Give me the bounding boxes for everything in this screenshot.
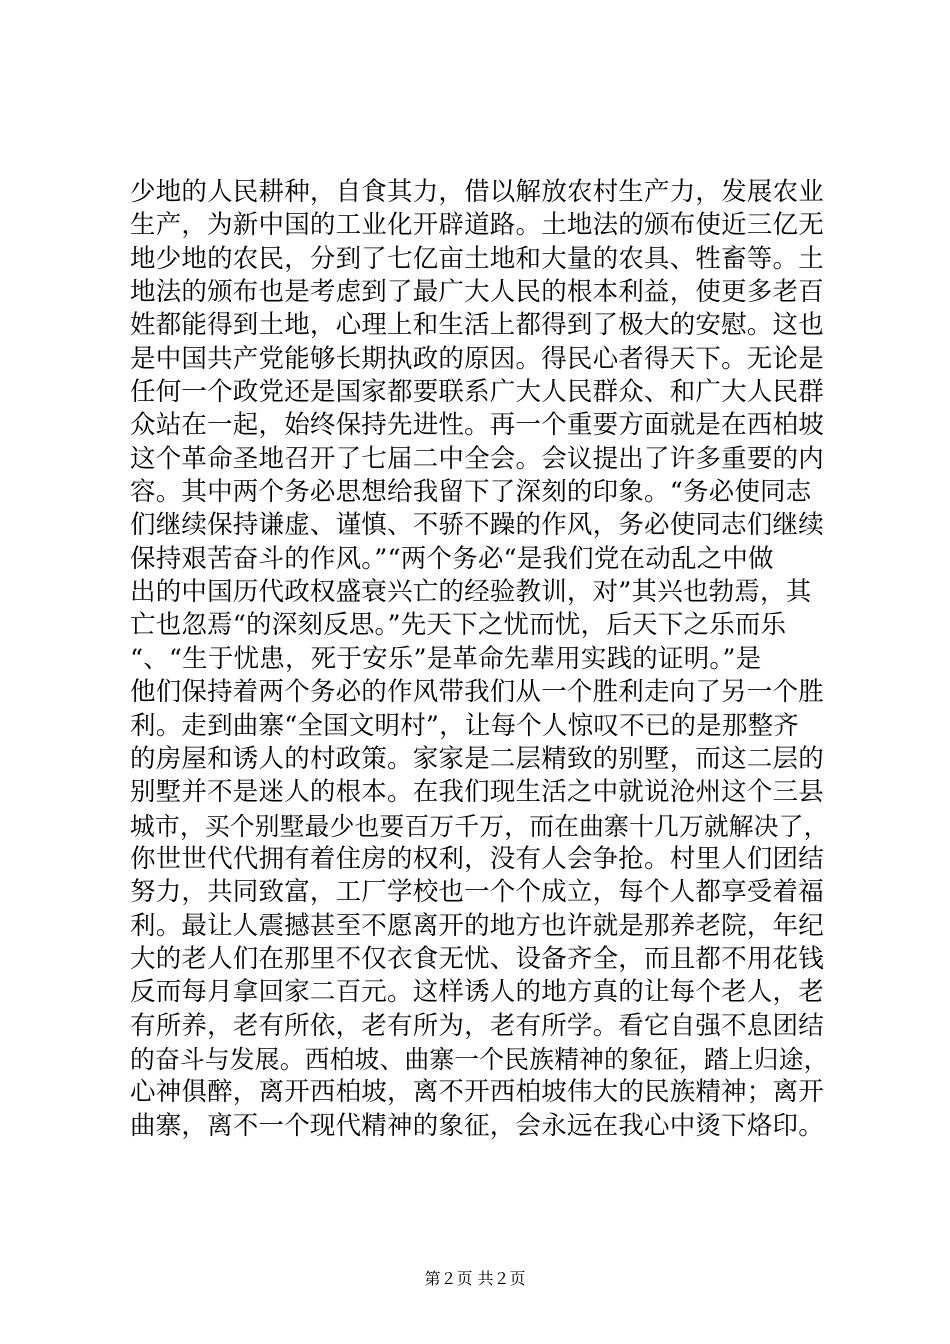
text-line: 努力，共同致富，工厂学校也一个个成立，每个人都享受着福: [130, 877, 824, 908]
text-line: 众站在一起，始终保持先进性。再一个重要方面就是在西柏坡: [130, 410, 824, 441]
text-line: 有所养，老有所依，老有所为，老有所学。看它自强不息团结: [130, 1010, 824, 1041]
page-footer: [0, 1269, 950, 1289]
body-text: [130, 176, 830, 1143]
text-line: 城市，买个别墅最少也要百万千万，而在曲寨十几万就解决了，: [130, 811, 829, 841]
text-line: “、“生于忧患，死于安乐”是革命先辈用实践的证明。”是: [130, 643, 762, 674]
page-number: 第２页 共２页: [424, 1269, 526, 1288]
text-line: 利。最让人震撼甚至不愿离开的地方也许就是那养老院，年纪: [130, 910, 824, 941]
text-line: 这个革命圣地召开了七届二中全会。会议提出了许多重要的内: [130, 443, 824, 474]
text-line: 曲寨，离不一个现代精神的象征，会永远在我心中烫下烙印。: [130, 1110, 824, 1141]
text-line: 亡也忽焉“的深刻反思。”先天下之忧而忧，后天下之乐而乐: [130, 610, 787, 641]
text-line: 们继续保持谦虚、谨慎、不骄不躁的作风，务必使同志们继续: [130, 510, 824, 541]
text-line: 的房屋和诱人的村政策。家家是二层精致的别墅，而这二层的: [130, 743, 824, 774]
text-line: 心神俱醉，离开西柏坡，离不开西柏坡伟大的民族精神；离开: [130, 1077, 824, 1108]
text-line: 是中国共产党能够长期执政的原因。得民心者得天下。无论是: [130, 343, 824, 374]
text-line: 的奋斗与发展。西柏坡、曲寨一个民族精神的象征，踏上归途，: [130, 1044, 829, 1074]
text-line: 反而每月拿回家二百元。这样诱人的地方真的让每个老人，老: [130, 977, 824, 1008]
text-line: 生产，为新中国的工业化开辟道路。土地法的颁布使近三亿无: [130, 210, 824, 241]
text-line: 少地的人民耕种，自食其力，借以解放农村生产力，发展农业: [130, 177, 824, 207]
text-line: 别墅并不是迷人的根本。在我们现生活之中就说沧州这个三县: [130, 777, 824, 808]
text-line: 容。其中两个务必思想给我留下了深刻的印象。“务必使同志: [130, 477, 812, 508]
text-line: 利。走到曲寨“全国文明村”，让每个人惊叹不已的是那整齐: [130, 710, 799, 741]
text-line: 地少地的农民，分到了七亿亩土地和大量的农具、牲畜等。土: [130, 243, 824, 274]
text-line: 他们保持着两个务必的作风带我们从一个胜利走向了另一个胜: [130, 677, 824, 708]
text-line: 大的老人们在那里不仅衣食无忧、设备齐全，而且都不用花钱: [130, 943, 824, 974]
text-line: 保持艰苦奋斗的作风。”“两个务必“是我们党在动乱之中做: [130, 543, 774, 574]
text-line: 地法的颁布也是考虑到了最广大人民的根本利益，使更多老百: [130, 277, 824, 308]
text-line: 任何一个政党还是国家都要联系广大人民群众、和广大人民群: [130, 377, 824, 408]
text-line: 姓都能得到土地，心理上和生活上都得到了极大的安慰。这也: [130, 310, 824, 341]
text-line: 你世世代代拥有着住房的权利，没有人会争抢。村里人们团结: [130, 843, 824, 874]
text-line: 出的中国历代政权盛衰兴亡的经验教训，对”其兴也勃焉，其: [130, 577, 812, 608]
